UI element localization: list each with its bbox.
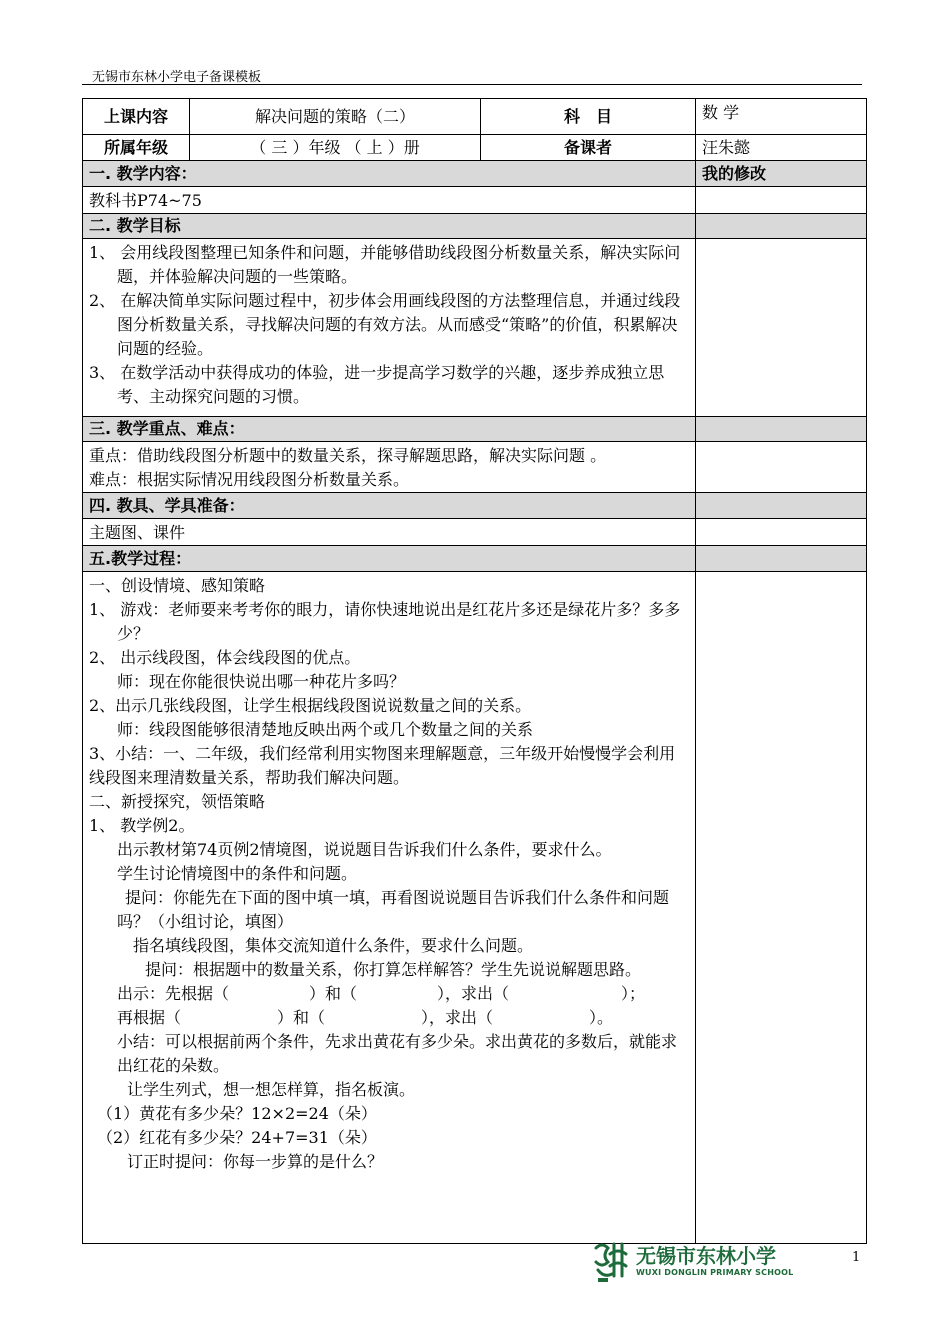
edit-header-cell (696, 546, 867, 572)
my-edit-title: 我的修改 (696, 161, 867, 187)
edit-cell[interactable] (696, 187, 867, 214)
school-logo (590, 1238, 794, 1284)
process-line: 二、新授探究，领悟策略 (89, 792, 266, 811)
process-line: 学生讨论情境图中的条件和问题。 (117, 864, 358, 883)
school-emblem-icon (590, 1238, 634, 1284)
process-line: 让学生列式，想一想怎样算，指名板演。 (127, 1080, 416, 1099)
difficulty-line: 难点：根据实际情况用线段图分析数量关系。 (89, 470, 410, 489)
process-line: 提问：根据题中的数量关系，你打算怎样解答？学生先说说解题思路。 (145, 960, 642, 979)
grade-value: （ 三 ）年级 （ 上 ）册 (190, 135, 481, 161)
edit-cell[interactable] (696, 519, 867, 546)
logo-chinese-name: 无锡市东林小学 (636, 1244, 776, 1268)
section-objectives-title: 二. 教学目标 (83, 214, 696, 239)
section-content-title: 一. 教学内容： (83, 161, 696, 187)
objective-item: 3、 在数学活动中获得成功的体验，进一步提高学习数学的兴趣，逐步养成独立思考、主动探究问题的习惯。 (89, 363, 665, 406)
header-rule (82, 84, 862, 85)
process-line: 师：现在你能很快说出哪一种花片多吗？ (117, 672, 406, 691)
objective-item: 2、 在解决简单实际问题过程中，初步体会用画线段图的方法整理信息，并通过线段图分析数量关系，寻找解决问题的有效方法。从而感受“策略”的价值，积累解决问题的经验。 (89, 291, 681, 358)
objective-item: 1、 会用线段图整理已知条件和问题，并能够借助线段图分析数量关系，解决实际问题，并体验解决问题的一些策略。 (89, 243, 681, 286)
process-line: （1）黄花有多少朵？12×2=24（朵） (97, 1104, 377, 1123)
section-content-body (83, 187, 696, 214)
edit-cell[interactable] (696, 572, 867, 1244)
process-line: 1、 游戏：老师要来考考你的眼力，请你快速地说出是红花片多还是绿花片多？多多少？ (89, 600, 681, 643)
subject-label: 科 目 (481, 99, 696, 135)
process-line: 再根据（ ）和（ ），求出（ ）。 (117, 1008, 614, 1027)
content-label: 上课内容 (83, 99, 190, 135)
page-header-title: 无锡市东林小学电子备课模板 (92, 70, 262, 85)
process-line: 提问：你能先在下面的图中填一填，再看图说说题目告诉我们什么条件和问题吗？（小组讨论，填图） (117, 888, 670, 931)
process-line: 一、创设情境、感知策略 (89, 576, 266, 595)
content-text: 教科书P74~75 (89, 191, 202, 210)
teacher-value: 汪朱懿 (696, 135, 867, 161)
logo-english-name: WUXI DONGLIN PRIMARY SCHOOL (636, 1268, 794, 1277)
page-number: 1 (852, 1250, 861, 1265)
edit-cell[interactable] (696, 239, 867, 417)
edit-header-cell (696, 493, 867, 519)
lesson-plan-table (82, 98, 867, 1244)
teacher-label: 备课者 (481, 135, 696, 161)
section-process-title: 五.教学过程： (83, 546, 696, 572)
edit-header-cell (696, 214, 867, 239)
process-line: 1、 教学例2。 (89, 816, 195, 835)
content-value: 解决问题的策略（二） (190, 99, 481, 135)
process-line: 师：线段图能够很清楚地反映出两个或几个数量之间的关系 (117, 720, 534, 739)
process-line: 指名填线段图，集体交流知道什么条件，要求什么问题。 (133, 936, 534, 955)
section-keypoints-title: 三. 教学重点、难点： (83, 417, 696, 442)
keypoint-line: 重点：借助线段图分析题中的数量关系，探寻解题思路，解决实际问题 。 (89, 446, 607, 465)
process-line: 3、小结：一、二年级，我们经常利用实物图来理解题意，三年级开始慢慢学会利用线段图来理清数量关系，帮助我们解决问题。 (89, 744, 676, 787)
process-line: 出示：先根据（ ）和（ ），求出（ ）； (117, 984, 646, 1003)
materials-text: 主题图、课件 (89, 523, 186, 542)
process-line: 2、出示几张线段图，让学生根据线段图说说数量之间的关系。 (89, 696, 532, 715)
section-objectives-body (83, 239, 696, 417)
subject-value: 数 学 (696, 99, 867, 135)
grade-label: 所属年级 (83, 135, 190, 161)
process-line: 出示教材第74页例2情境图，说说题目告诉我们什么条件，要求什么。 (117, 840, 612, 859)
process-line: 小结：可以根据前两个条件，先求出黄花有多少朵。求出黄花的多数后，就能求出红花的朵数。 (117, 1032, 678, 1075)
section-materials-title: 四. 教具、学具准备： (83, 493, 696, 519)
section-materials-body (83, 519, 696, 546)
section-keypoints-body (83, 442, 696, 493)
process-line: 2、 出示线段图，体会线段图的优点。 (89, 648, 361, 667)
process-line: （2）红花有多少朵？24+7=31（朵） (97, 1128, 377, 1147)
process-line: 订正时提问：你每一步算的是什么？ (127, 1152, 384, 1171)
edit-header-cell (696, 417, 867, 442)
section-process-body (83, 572, 696, 1244)
edit-cell[interactable] (696, 442, 867, 493)
